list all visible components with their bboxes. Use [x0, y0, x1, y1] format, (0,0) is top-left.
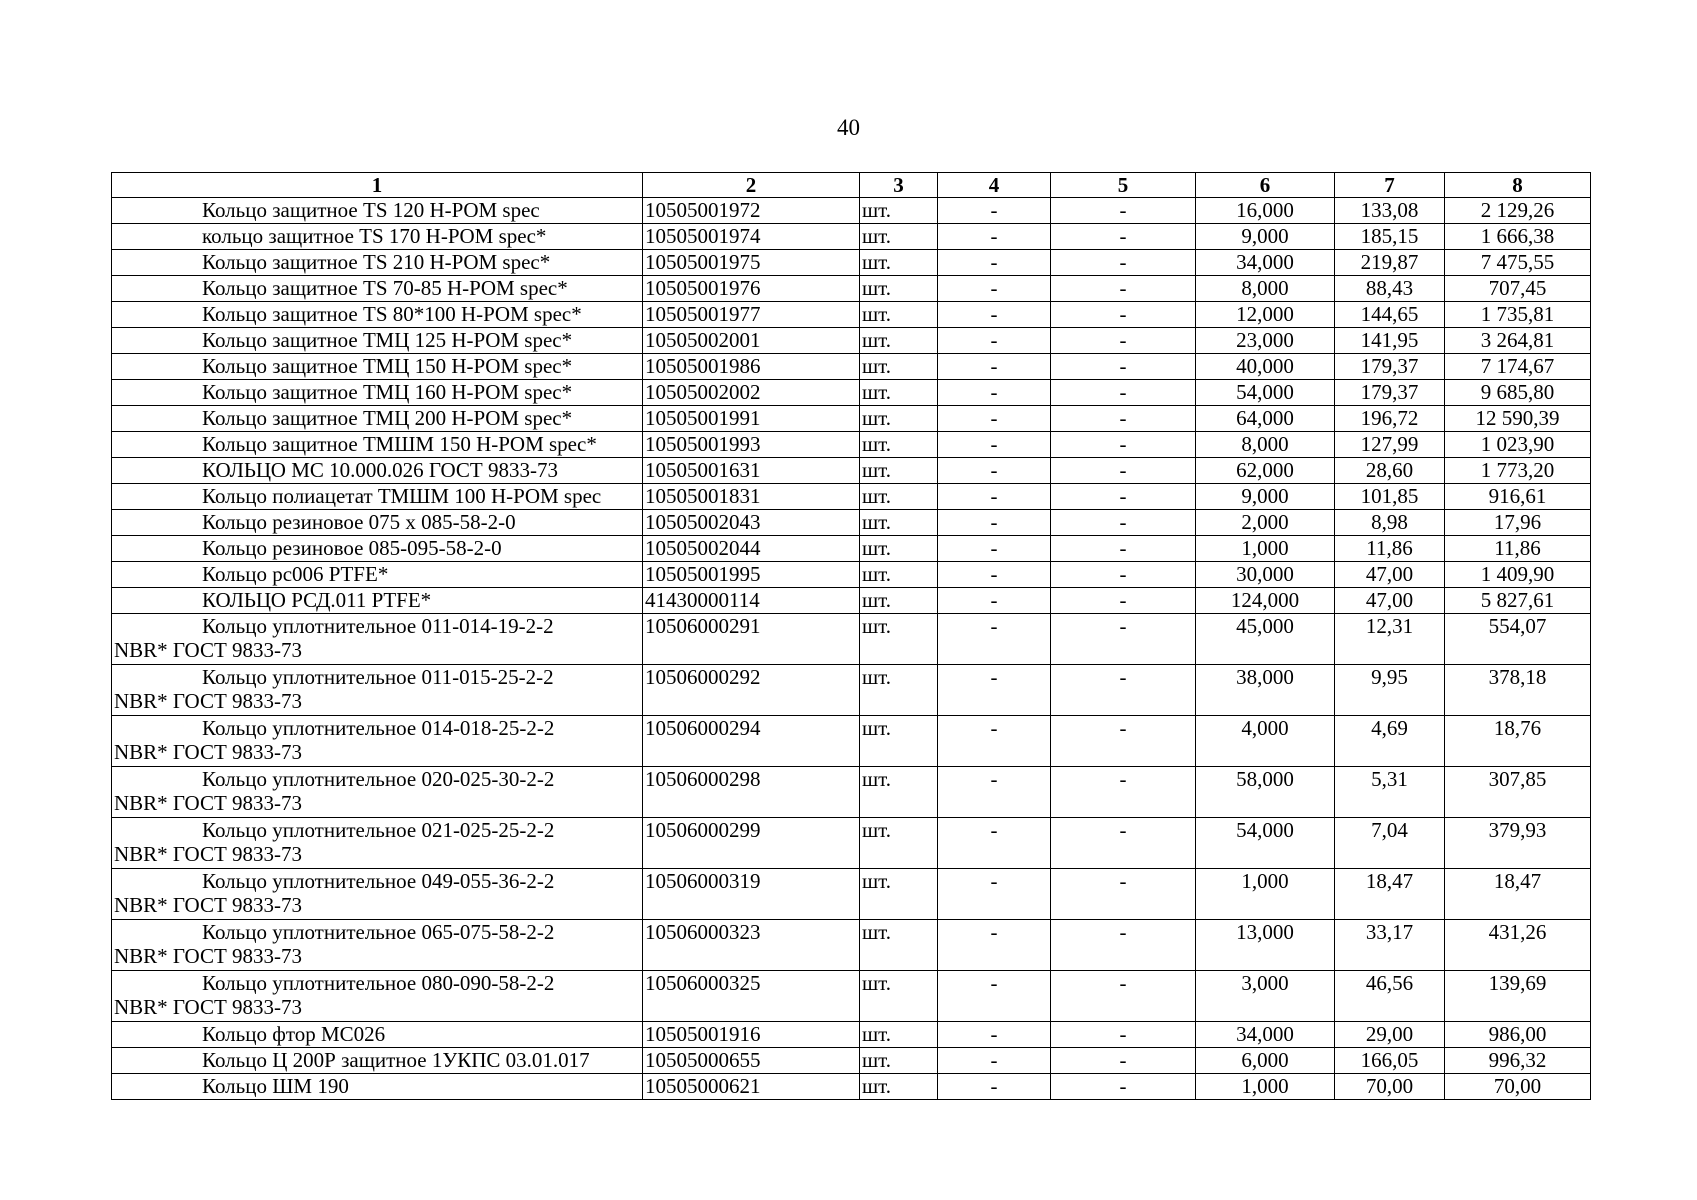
sum-cell: 3 264,81 [1445, 328, 1591, 354]
item-name-cell [112, 328, 643, 354]
item-code-cell: 10505001986 [643, 354, 860, 380]
column-4-cell: - [938, 224, 1051, 250]
price-cell: 219,87 [1335, 250, 1445, 276]
table-row [112, 818, 1591, 869]
price-cell: 179,37 [1335, 380, 1445, 406]
column-4-cell: - [938, 536, 1051, 562]
price-cell: 47,00 [1335, 562, 1445, 588]
price-cell: 46,56 [1335, 971, 1445, 1022]
item-code-cell: 10505001916 [643, 1022, 860, 1048]
table-row [112, 250, 1591, 276]
sum-cell: 9 685,80 [1445, 380, 1591, 406]
table-row [112, 1022, 1591, 1048]
quantity-cell: 4,000 [1196, 716, 1335, 767]
table-row [112, 920, 1591, 971]
item-name-cell [112, 1048, 643, 1074]
item-code-cell: 10505001975 [643, 250, 860, 276]
column-4-cell: - [938, 562, 1051, 588]
item-code-cell: 10506000291 [643, 614, 860, 665]
column-4-cell: - [938, 406, 1051, 432]
sum-cell: 996,32 [1445, 1048, 1591, 1074]
table-row [112, 380, 1591, 406]
unit-cell: шт. [860, 869, 938, 920]
table-row [112, 971, 1591, 1022]
item-name-line: Кольцо ШМ 190 [202, 1074, 349, 1098]
table-row [112, 665, 1591, 716]
table-row [112, 224, 1591, 250]
item-name-line: NBR* ГОСТ 9833-73 [114, 638, 303, 662]
unit-cell: шт. [860, 354, 938, 380]
column-5-cell: - [1051, 1074, 1196, 1100]
unit-cell: шт. [860, 665, 938, 716]
column-4-cell: - [938, 818, 1051, 869]
quantity-cell: 62,000 [1196, 458, 1335, 484]
column-5-cell: - [1051, 665, 1196, 716]
item-name-line: Кольцо защитное TS 120 H-POM spec [202, 198, 540, 222]
quantity-cell: 3,000 [1196, 971, 1335, 1022]
item-name-line: Кольцо уплотнительное 014-018-25-2-2 [202, 716, 555, 740]
table-row [112, 458, 1591, 484]
unit-cell: шт. [860, 767, 938, 818]
column-4-cell: - [938, 1074, 1051, 1100]
item-code-cell: 10506000298 [643, 767, 860, 818]
column-5-cell: - [1051, 920, 1196, 971]
item-code-cell: 10506000319 [643, 869, 860, 920]
table-row [112, 1074, 1591, 1100]
item-name-line: Кольцо резиновое 085-095-58-2-0 [202, 536, 502, 560]
item-name-line: Кольцо Ц 200Р защитное 1УКПС 03.01.017 [202, 1048, 590, 1072]
unit-cell: шт. [860, 380, 938, 406]
item-code-cell: 10505002002 [643, 380, 860, 406]
column-5-cell: - [1051, 458, 1196, 484]
item-name-cell [112, 432, 643, 458]
unit-cell: шт. [860, 588, 938, 614]
item-name-cell [112, 971, 643, 1022]
column-5-cell: - [1051, 302, 1196, 328]
item-name-line: NBR* ГОСТ 9833-73 [114, 791, 303, 815]
item-name-cell [112, 869, 643, 920]
sum-cell: 7 475,55 [1445, 250, 1591, 276]
column-4-cell: - [938, 380, 1051, 406]
unit-cell: шт. [860, 276, 938, 302]
column-header: 8 [1445, 173, 1591, 198]
item-name-cell [112, 250, 643, 276]
item-name-line: Кольцо защитное ТМЦ 160 H-POM spec* [202, 380, 573, 404]
sum-cell: 1 409,90 [1445, 562, 1591, 588]
column-5-cell: - [1051, 536, 1196, 562]
column-4-cell: - [938, 276, 1051, 302]
sum-cell: 1 773,20 [1445, 458, 1591, 484]
item-name-cell [112, 536, 643, 562]
item-name-cell [112, 818, 643, 869]
column-4-cell: - [938, 1022, 1051, 1048]
item-name-line: Кольцо уплотнительное 011-014-19-2-2 [202, 614, 554, 638]
item-code-cell: 10506000292 [643, 665, 860, 716]
unit-cell: шт. [860, 302, 938, 328]
unit-cell: шт. [860, 1048, 938, 1074]
sum-cell: 378,18 [1445, 665, 1591, 716]
sum-cell: 70,00 [1445, 1074, 1591, 1100]
table-row [112, 432, 1591, 458]
quantity-cell: 8,000 [1196, 276, 1335, 302]
quantity-cell: 38,000 [1196, 665, 1335, 716]
item-name-line: Кольцо уплотнительное 021-025-25-2-2 [202, 818, 555, 842]
column-header: 6 [1196, 173, 1335, 198]
item-name-cell [112, 198, 643, 224]
column-4-cell: - [938, 588, 1051, 614]
price-cell: 8,98 [1335, 510, 1445, 536]
item-name-line: Кольцо уплотнительное 011-015-25-2-2 [202, 665, 554, 689]
quantity-cell: 34,000 [1196, 250, 1335, 276]
table-row [112, 869, 1591, 920]
table-row [112, 302, 1591, 328]
column-header: 5 [1051, 173, 1196, 198]
item-name-line: КОЛЬЦО РСД.011 PTFE* [202, 588, 432, 612]
price-cell: 33,17 [1335, 920, 1445, 971]
item-name-cell [112, 484, 643, 510]
unit-cell: шт. [860, 920, 938, 971]
price-cell: 185,15 [1335, 224, 1445, 250]
unit-cell: шт. [860, 250, 938, 276]
item-code-cell: 10505001993 [643, 432, 860, 458]
column-5-cell: - [1051, 971, 1196, 1022]
column-5-cell: - [1051, 432, 1196, 458]
item-name-cell [112, 276, 643, 302]
column-header: 2 [643, 173, 860, 198]
price-cell: 7,04 [1335, 818, 1445, 869]
sum-cell: 554,07 [1445, 614, 1591, 665]
quantity-cell: 34,000 [1196, 1022, 1335, 1048]
item-code-cell: 10505002043 [643, 510, 860, 536]
item-name-cell [112, 1022, 643, 1048]
item-name-line: NBR* ГОСТ 9833-73 [114, 689, 303, 713]
quantity-cell: 54,000 [1196, 380, 1335, 406]
sum-cell: 986,00 [1445, 1022, 1591, 1048]
column-4-cell: - [938, 510, 1051, 536]
price-cell: 166,05 [1335, 1048, 1445, 1074]
item-code-cell: 10505000621 [643, 1074, 860, 1100]
price-cell: 70,00 [1335, 1074, 1445, 1100]
column-5-cell: - [1051, 484, 1196, 510]
column-4-cell: - [938, 971, 1051, 1022]
column-5-cell: - [1051, 276, 1196, 302]
unit-cell: шт. [860, 484, 938, 510]
item-name-line: Кольцо защитное ТМШМ 150 H-POM spec* [202, 432, 597, 456]
price-cell: 47,00 [1335, 588, 1445, 614]
price-cell: 18,47 [1335, 869, 1445, 920]
quantity-cell: 58,000 [1196, 767, 1335, 818]
sum-cell: 1 735,81 [1445, 302, 1591, 328]
column-4-cell: - [938, 484, 1051, 510]
item-name-cell [112, 354, 643, 380]
table-row [112, 562, 1591, 588]
quantity-cell: 45,000 [1196, 614, 1335, 665]
item-name-line: КОЛЬЦО МС 10.000.026 ГОСТ 9833-73 [202, 458, 559, 482]
item-name-line: Кольцо резиновое 075 х 085-58-2-0 [202, 510, 516, 534]
item-name-cell [112, 767, 643, 818]
item-name-line: Кольцо фтор МС026 [202, 1022, 386, 1046]
item-name-line: NBR* ГОСТ 9833-73 [114, 944, 303, 968]
sum-cell: 139,69 [1445, 971, 1591, 1022]
quantity-cell: 23,000 [1196, 328, 1335, 354]
item-code-cell: 10505002044 [643, 536, 860, 562]
item-code-cell: 10505001974 [643, 224, 860, 250]
item-code-cell: 10506000299 [643, 818, 860, 869]
sum-cell: 379,93 [1445, 818, 1591, 869]
table-row [112, 276, 1591, 302]
sum-cell: 17,96 [1445, 510, 1591, 536]
quantity-cell: 16,000 [1196, 198, 1335, 224]
column-4-cell: - [938, 432, 1051, 458]
item-name-cell [112, 665, 643, 716]
column-4-cell: - [938, 920, 1051, 971]
item-name-line: Кольцо уплотнительное 049-055-36-2-2 [202, 869, 555, 893]
item-name-line: Кольцо рс006 PTFE* [202, 562, 389, 586]
column-4-cell: - [938, 328, 1051, 354]
unit-cell: шт. [860, 818, 938, 869]
table-row [112, 354, 1591, 380]
unit-cell: шт. [860, 198, 938, 224]
item-name-cell [112, 1074, 643, 1100]
quantity-cell: 9,000 [1196, 224, 1335, 250]
table-row [112, 536, 1591, 562]
item-code-cell: 10505001977 [643, 302, 860, 328]
price-cell: 127,99 [1335, 432, 1445, 458]
sum-cell: 431,26 [1445, 920, 1591, 971]
unit-cell: шт. [860, 510, 938, 536]
column-4-cell: - [938, 716, 1051, 767]
quantity-cell: 9,000 [1196, 484, 1335, 510]
column-5-cell: - [1051, 406, 1196, 432]
item-name-line: NBR* ГОСТ 9833-73 [114, 842, 303, 866]
unit-cell: шт. [860, 1074, 938, 1100]
column-5-cell: - [1051, 818, 1196, 869]
quantity-cell: 8,000 [1196, 432, 1335, 458]
table-row [112, 588, 1591, 614]
quantity-cell: 1,000 [1196, 1074, 1335, 1100]
page-number: 40 [837, 115, 860, 140]
quantity-cell: 6,000 [1196, 1048, 1335, 1074]
column-4-cell: - [938, 302, 1051, 328]
item-name-line: Кольцо уплотнительное 020-025-30-2-2 [202, 767, 555, 791]
quantity-cell: 64,000 [1196, 406, 1335, 432]
inventory-table [111, 172, 1591, 1100]
unit-cell: шт. [860, 971, 938, 1022]
price-cell: 12,31 [1335, 614, 1445, 665]
column-header: 1 [112, 173, 643, 198]
sum-cell: 307,85 [1445, 767, 1591, 818]
column-5-cell: - [1051, 1048, 1196, 1074]
column-5-cell: - [1051, 328, 1196, 354]
item-name-line: Кольцо защитное TS 80*100 H-POM spec* [202, 302, 582, 326]
sum-cell: 18,47 [1445, 869, 1591, 920]
column-5-cell: - [1051, 354, 1196, 380]
unit-cell: шт. [860, 536, 938, 562]
price-cell: 4,69 [1335, 716, 1445, 767]
quantity-cell: 2,000 [1196, 510, 1335, 536]
unit-cell: шт. [860, 716, 938, 767]
item-name-cell [112, 716, 643, 767]
item-name-line: NBR* ГОСТ 9833-73 [114, 740, 303, 764]
price-cell: 9,95 [1335, 665, 1445, 716]
item-code-cell: 10505002001 [643, 328, 860, 354]
item-name-line: Кольцо защитное TS 210 H-POM spec* [202, 250, 551, 274]
item-name-line: NBR* ГОСТ 9833-73 [114, 893, 303, 917]
item-name-line: Кольцо защитное ТМЦ 150 H-POM spec* [202, 354, 573, 378]
item-code-cell: 10505001995 [643, 562, 860, 588]
table-row [112, 198, 1591, 224]
unit-cell: шт. [860, 328, 938, 354]
item-name-cell [112, 614, 643, 665]
sum-cell: 11,86 [1445, 536, 1591, 562]
item-name-cell [112, 458, 643, 484]
column-4-cell: - [938, 614, 1051, 665]
column-header: 7 [1335, 173, 1445, 198]
unit-cell: шт. [860, 458, 938, 484]
table-row [112, 716, 1591, 767]
table-row [112, 767, 1591, 818]
column-4-cell: - [938, 1048, 1051, 1074]
quantity-cell: 1,000 [1196, 869, 1335, 920]
item-code-cell: 10505000655 [643, 1048, 860, 1074]
price-cell: 29,00 [1335, 1022, 1445, 1048]
column-5-cell: - [1051, 767, 1196, 818]
item-name-line: Кольцо защитное ТМЦ 125 H-POM spec* [202, 328, 573, 352]
sum-cell: 18,76 [1445, 716, 1591, 767]
table-row [112, 614, 1591, 665]
column-header: 3 [860, 173, 938, 198]
item-code-cell: 10506000294 [643, 716, 860, 767]
item-code-cell: 10505001831 [643, 484, 860, 510]
item-name-line: NBR* ГОСТ 9833-73 [114, 995, 303, 1019]
table-body [112, 198, 1591, 1100]
unit-cell: шт. [860, 1022, 938, 1048]
unit-cell: шт. [860, 406, 938, 432]
table-row [112, 510, 1591, 536]
item-code-cell: 41430000114 [643, 588, 860, 614]
table-row [112, 406, 1591, 432]
column-5-cell: - [1051, 380, 1196, 406]
item-name-line: Кольцо уплотнительное 065-075-58-2-2 [202, 920, 555, 944]
quantity-cell: 12,000 [1196, 302, 1335, 328]
column-4-cell: - [938, 250, 1051, 276]
item-name-line: Кольцо защитное TS 70-85 H-POM spec* [202, 276, 568, 300]
unit-cell: шт. [860, 224, 938, 250]
column-5-cell: - [1051, 1022, 1196, 1048]
column-4-cell: - [938, 869, 1051, 920]
item-name-cell [112, 510, 643, 536]
item-name-cell [112, 224, 643, 250]
sum-cell: 1 023,90 [1445, 432, 1591, 458]
sum-cell: 5 827,61 [1445, 588, 1591, 614]
table-row [112, 328, 1591, 354]
column-5-cell: - [1051, 716, 1196, 767]
column-5-cell: - [1051, 562, 1196, 588]
price-cell: 101,85 [1335, 484, 1445, 510]
unit-cell: шт. [860, 614, 938, 665]
column-4-cell: - [938, 767, 1051, 818]
quantity-cell: 30,000 [1196, 562, 1335, 588]
item-code-cell: 10505001976 [643, 276, 860, 302]
item-code-cell: 10505001972 [643, 198, 860, 224]
sum-cell: 2 129,26 [1445, 198, 1591, 224]
column-4-cell: - [938, 665, 1051, 716]
price-cell: 133,08 [1335, 198, 1445, 224]
sum-cell: 1 666,38 [1445, 224, 1591, 250]
sum-cell: 12 590,39 [1445, 406, 1591, 432]
sum-cell: 707,45 [1445, 276, 1591, 302]
price-cell: 179,37 [1335, 354, 1445, 380]
column-5-cell: - [1051, 224, 1196, 250]
column-5-cell: - [1051, 588, 1196, 614]
item-name-line: Кольцо полиацетат ТМШМ 100 H-POM spec [202, 484, 602, 508]
sum-cell: 7 174,67 [1445, 354, 1591, 380]
table-row [112, 1048, 1591, 1074]
unit-cell: шт. [860, 562, 938, 588]
item-name-cell [112, 920, 643, 971]
column-5-cell: - [1051, 614, 1196, 665]
item-name-cell [112, 380, 643, 406]
price-cell: 144,65 [1335, 302, 1445, 328]
quantity-cell: 40,000 [1196, 354, 1335, 380]
item-name-line: Кольцо уплотнительное 080-090-58-2-2 [202, 971, 555, 995]
item-name-cell [112, 562, 643, 588]
price-cell: 141,95 [1335, 328, 1445, 354]
column-5-cell: - [1051, 869, 1196, 920]
price-cell: 196,72 [1335, 406, 1445, 432]
item-name-line: Кольцо защитное ТМЦ 200 H-POM spec* [202, 406, 573, 430]
item-code-cell: 10506000323 [643, 920, 860, 971]
column-5-cell: - [1051, 510, 1196, 536]
column-header: 4 [938, 173, 1051, 198]
table-header-row [112, 173, 1591, 198]
item-code-cell: 10505001991 [643, 406, 860, 432]
quantity-cell: 124,000 [1196, 588, 1335, 614]
column-4-cell: - [938, 354, 1051, 380]
column-5-cell: - [1051, 250, 1196, 276]
quantity-cell: 54,000 [1196, 818, 1335, 869]
item-code-cell: 10505001631 [643, 458, 860, 484]
quantity-cell: 13,000 [1196, 920, 1335, 971]
quantity-cell: 1,000 [1196, 536, 1335, 562]
item-code-cell: 10506000325 [643, 971, 860, 1022]
table-row [112, 484, 1591, 510]
column-5-cell: - [1051, 198, 1196, 224]
item-name-cell [112, 406, 643, 432]
price-cell: 11,86 [1335, 536, 1445, 562]
column-4-cell: - [938, 198, 1051, 224]
column-4-cell: - [938, 458, 1051, 484]
price-cell: 88,43 [1335, 276, 1445, 302]
unit-cell: шт. [860, 432, 938, 458]
item-name-cell [112, 588, 643, 614]
item-name-cell [112, 302, 643, 328]
price-cell: 5,31 [1335, 767, 1445, 818]
sum-cell: 916,61 [1445, 484, 1591, 510]
item-name-line: кольцо защитное TS 170 H-POM spec* [202, 224, 547, 248]
price-cell: 28,60 [1335, 458, 1445, 484]
